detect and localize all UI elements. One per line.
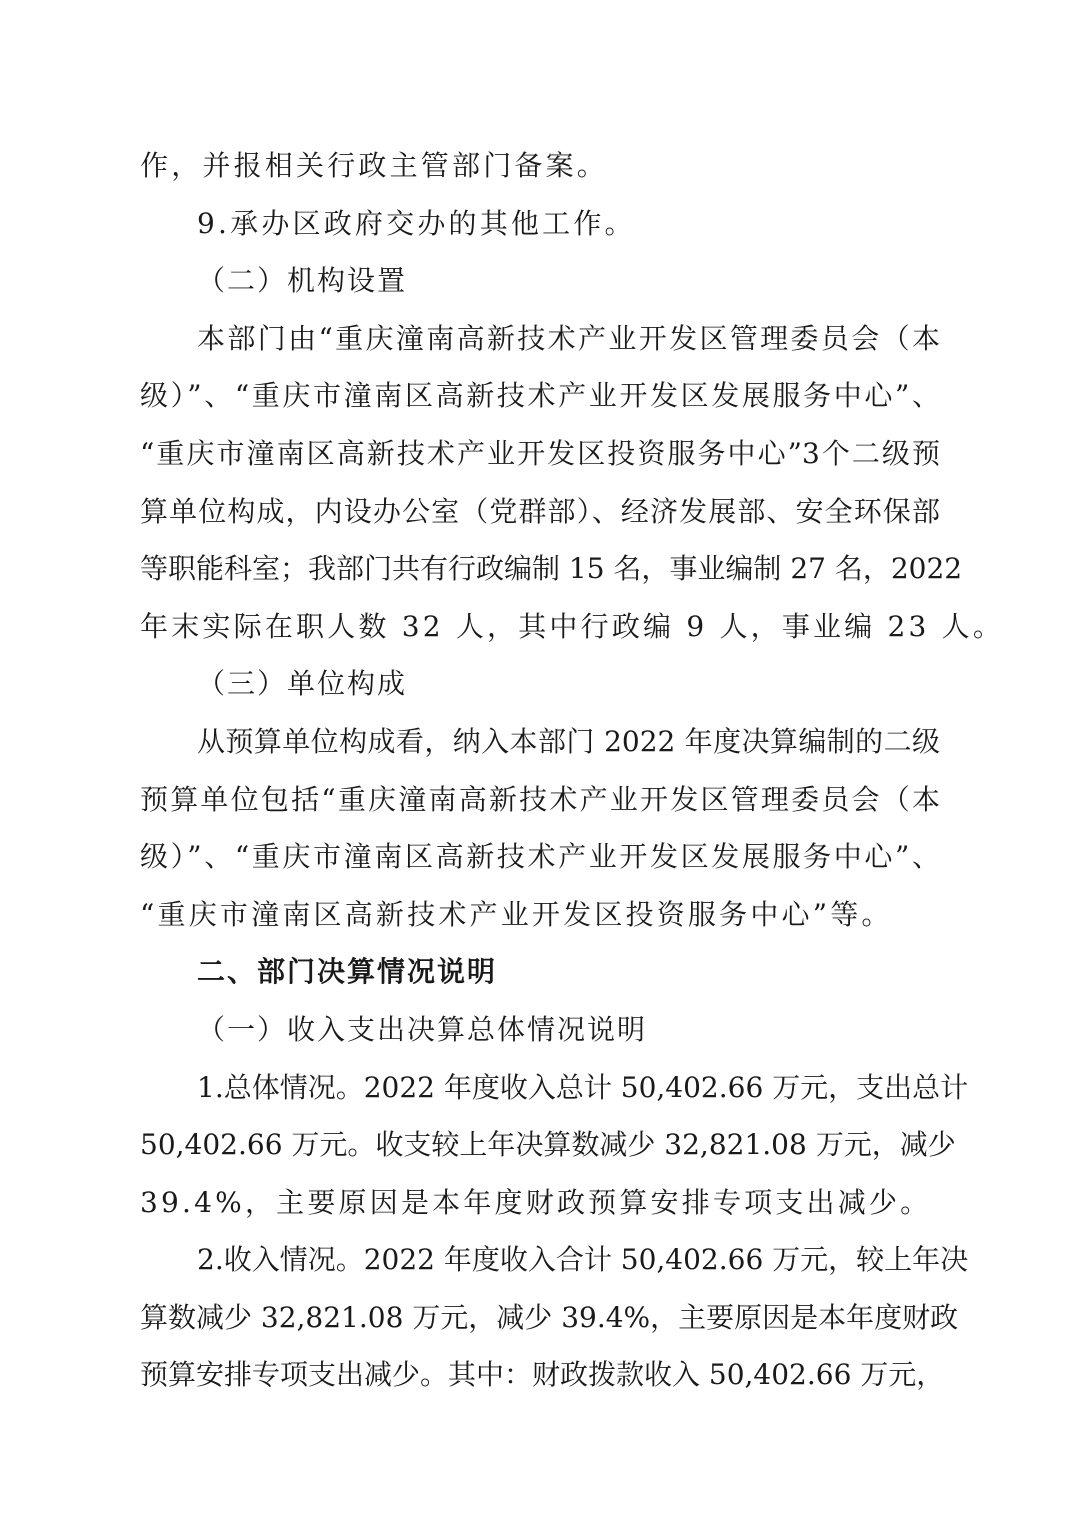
document-body <box>140 137 1005 1404</box>
paragraph-line: 级）”、“重庆市潼南区高新技术产业开发区发展服务中心”、 <box>140 840 940 874</box>
paragraph-line: “重庆市潼南区高新技术产业开发区投资服务中心”3个二级预 <box>140 436 940 470</box>
paragraph-line: 预算单位包括“重庆潼南高新技术产业开发区管理委员会（本 <box>140 782 940 816</box>
paragraph-line: 等职能科室；我部门共有行政编制 15 名，事业编制 27 名，2022 <box>140 552 963 586</box>
paragraph-line: “重庆市潼南区高新技术产业开发区投资服务中心”等。 <box>140 897 893 931</box>
section-subheading: （一）收入支出决算总体情况说明 <box>197 1012 648 1046</box>
paragraph-line: 算单位构成，内设办公室（党群部）、经济发展部、安全环保部 <box>140 494 940 528</box>
paragraph-line: 9.承办区政府交办的其他工作。 <box>197 206 636 240</box>
section-subheading: （三）单位构成 <box>197 667 408 701</box>
section-subheading: （二）机构设置 <box>197 264 408 298</box>
paragraph-line: 从预算单位构成看，纳入本部门 2022 年度决算编制的二级 <box>197 724 940 758</box>
paragraph-line: 2.收入情况。2022 年度收入合计 50,402.66 万元，较上年决 <box>197 1243 969 1277</box>
paragraph-line: 算数减少 32,821.08 万元，减少 39.4%，主要原因是本年度财政 <box>140 1300 959 1334</box>
paragraph-line: 39.4%，主要原因是本年度财政预算安排专项支出减少。 <box>140 1185 932 1219</box>
paragraph-line: 预算安排专项支出减少。其中：财政拨款收入 50,402.66 万元， <box>140 1358 945 1392</box>
paragraph-line: 本部门由“重庆潼南高新技术产业开发区管理委员会（本 <box>197 321 940 355</box>
paragraph-line: 作，并报相关行政主管部门备案。 <box>140 149 609 182</box>
section-heading: 二、部门决算情况说明 <box>197 955 498 989</box>
paragraph-line: 50,402.66 万元。收支较上年决算数减少 32,821.08 万元，减少 <box>140 1128 956 1162</box>
paragraph-line: 年末实际在职人数 32 人，其中行政编 9 人，事业编 23 人。 <box>140 609 1005 643</box>
paragraph-line: 级）”、“重庆市潼南区高新技术产业开发区发展服务中心”、 <box>140 379 940 413</box>
paragraph-line: 1.总体情况。2022 年度收入总计 50,402.66 万元，支出总计 <box>197 1070 969 1104</box>
